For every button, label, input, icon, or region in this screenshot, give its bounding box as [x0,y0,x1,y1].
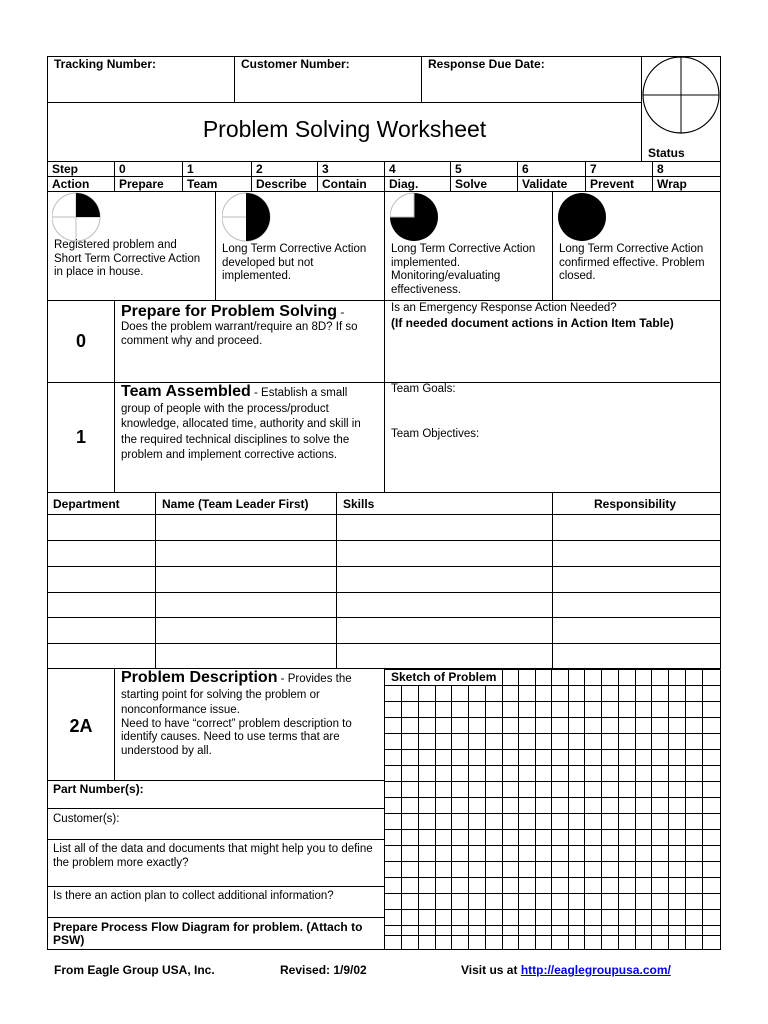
section-0-number: 0 [75,331,86,351]
legend-text: Long Term Corrective Action implemented. Monitoring/evaluating effectiveness. [391,243,536,296]
status-label: Status [648,146,685,160]
step-number: 8 [657,162,664,176]
legend-text: Long Term Corrective Action developed but not implemented. [222,243,367,282]
section-2a-description: - Provides the starting point for solving the problem or nonconformance issue. [121,673,352,716]
half-status-icon [222,192,272,242]
section-1-title: Team Assembled [121,383,251,400]
customers-label: Customer(s): [53,813,120,825]
column-header-name: Name (Team Leader First) [162,497,309,511]
step-number: 4 [389,162,396,176]
legend-text: Long Term Corrective Action confirmed effective. Problem closed. [559,243,705,282]
response-due-date-label: Response Due Date: [428,57,545,71]
tracking-number-label: Tracking Number: [54,57,157,71]
section-0-title: Prepare for Problem Solving [121,303,338,320]
emergency-note: (If needed document actions in Action Item Table) [391,316,674,330]
emergency-question: Is an Emergency Response Action Needed? [391,302,617,314]
sketch-grid[interactable] [384,669,722,951]
step-action: Team [187,177,218,191]
section-2a-number: 2A [69,716,93,736]
process-flow-instruction: Prepare Process Flow Diagram for problem. (Attach to PSW) [53,920,363,947]
step-action: Validate [522,177,568,191]
step-number: 1 [187,162,194,176]
footer-company: From Eagle Group USA, Inc. [54,963,215,977]
step-action: Describe [256,177,307,191]
action-label: Action [52,177,90,191]
quarter-status-icon [52,192,102,242]
section-2a-title: Problem Description [121,669,278,686]
status-quadrant-icon [641,56,721,136]
step-number: 6 [522,162,529,176]
step-number: 0 [119,162,126,176]
website-link[interactable]: http://eaglegroupusa.com/ [520,963,671,977]
step-action: Contain [322,177,367,191]
section-1-number: 1 [75,427,86,447]
step-number: 5 [455,162,462,176]
section-0-description: Does the problem warrant/require an 8D? If so comment why and proceed. [121,321,358,347]
three-quarter-status-icon [390,192,440,242]
team-objectives-label: Team Objectives: [391,428,480,440]
customer-number-label: Customer Number: [241,57,350,71]
footer-revised: Revised: 1/9/02 [280,963,367,977]
team-goals-label: Team Goals: [391,383,456,395]
step-action: Prevent [590,177,635,191]
column-header-skills: Skills [343,497,375,511]
step-action: Wrap [657,177,687,191]
page-title: Problem Solving Worksheet [202,116,487,142]
step-number: 2 [256,162,263,176]
step-number: 7 [590,162,597,176]
step-action: Prepare [119,177,164,191]
column-header-responsibility: Responsibility [594,497,677,511]
step-action: Diag. [389,177,419,191]
step-action: Solve [455,177,488,191]
action-plan-question: Is there an action plan to collect additional information? [53,890,334,902]
part-number-label: Part Number(s): [53,782,144,796]
footer-visit-text: Visit us at [461,963,521,977]
legend-text: Registered problem and Short Term Corrective Action in place in house. [54,239,201,278]
column-header-department: Department [53,497,120,511]
step-number: 3 [322,162,329,176]
data-documents-question: List all of the data and documents that might help you to define the problem more exactly? [53,843,373,869]
section-1-description: - Establish a small group of people with the process/product knowledge, allocated time, authority and skill in the required technical disciplines to solve the problem and implement corrective actions. [121,387,361,461]
section-2a-description-2: Need to have “correct” problem description to identify causes. Need to use terms that are understood by all. [121,717,352,757]
sketch-label: Sketch of Problem [391,670,497,684]
full-status-icon [558,192,608,242]
step-label: Step [52,162,79,176]
section-0-title-dash: - [337,305,345,319]
